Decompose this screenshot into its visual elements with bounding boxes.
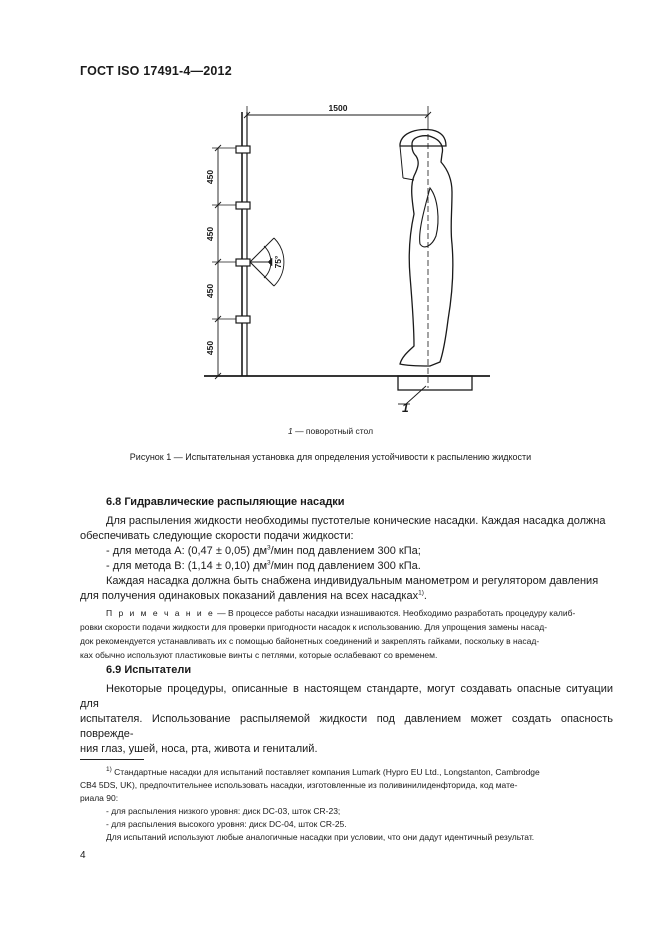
figure-key-number: 1 <box>402 401 409 415</box>
note-line-4: ках обычно используют пластиковые винты с петлями, которые ослабевают со временем. <box>80 650 438 660</box>
section-6-9-paragraph <box>80 682 613 757</box>
p2-line2: для получения одинаковых показаний давления на всех насадках$^{1)}$. <box>80 589 427 602</box>
p1-line2: обеспечивать следующие скорости подачи жидкости: <box>80 530 354 542</box>
footnote-item-high: - для распыления высокого уровня: диск DC-04, шток CR-25. <box>106 819 347 829</box>
document-header: ГОСТ ISO 17491-4—2012 <box>80 64 232 78</box>
footnote-mark: 1) <box>106 766 112 774</box>
figure-legend <box>0 426 661 436</box>
legend-number: 1 <box>287 426 293 436</box>
note-block <box>80 606 613 662</box>
bullet-method-b: - для метода В: (1,14 ± 0,10) $дм^3$/мин под давлением 300 кПа. <box>106 559 421 572</box>
legend-text: — поворотный стол <box>292 426 374 436</box>
s69-line2: испытателя. Использование распыляемой жидкости под давлением может создать опасность поврежде- <box>80 713 613 740</box>
test-setup-figure <box>0 0 661 420</box>
footnote-rule <box>80 759 144 760</box>
note-line-3: док рекомендуется устанавливать их с помощью байонетных соединений и закреплять гайками, поскольку в насад- <box>80 636 540 646</box>
bullet-method-a: - для метода А: (0,47 ± 0,05) $дм^3$/мин под давлением 300 кПа; <box>106 544 421 557</box>
note-text-1: — В процессе работы насадки изнашиваются. Необходимо разработать процедуру калиб- <box>214 608 576 618</box>
footnote: $^{1)}$ Стандартные насадки для испытаний поставляет компания Lumark (Hypro EU Ltd., Longstanton, Cambrodge CB4 5DS, UK), предпочтительнее использовать насадки, изготовленные из поливинилиденфторида, код мате- риала 90: <box>80 766 540 803</box>
dim-height-label-1: 450 <box>205 169 215 185</box>
note-label: П р и м е ч а н и е <box>106 608 215 618</box>
s69-line1: Некоторые процедуры, описанные в настоящем стандарте, могут создавать опасные ситуации для <box>80 683 613 710</box>
section-6-8-paragraph-2 <box>80 574 613 604</box>
dim-width-label: 1500 <box>328 103 348 113</box>
note-line-2: ровки скорости подачи жидкости для проверки пригодности насадок к использованию. Для упрощения замены насад- <box>80 622 548 632</box>
dim-height-label-4: 450 <box>205 340 215 356</box>
figure-caption: Рисунок 1 — Испытательная установка для определения устойчивости к распылению жидкости <box>129 452 532 462</box>
footnote-item-low: - для распыления низкого уровня: диск DC-03, шток CR-23; <box>106 806 341 816</box>
p1-line1: Для распыления жидкости необходимы пустотелые конические насадки. Каждая насадка должна <box>106 515 606 527</box>
p2-line1: Каждая насадка должна быть снабжена индивидуальным манометром и регулятором давления <box>106 575 599 587</box>
footnote-ref: 1) <box>418 589 424 597</box>
footnote-closing: Для испытаний используют любые аналогичные насадки при условии, что они дадут идентичный результат. <box>106 832 535 842</box>
s69-line3: ния глаз, ушей, носа, рта, живота и гениталий. <box>80 743 318 755</box>
dim-height-label-3: 450 <box>205 283 215 299</box>
section-6-9-title: 6.9 Испытатели <box>106 664 192 676</box>
section-6-8-title: 6.8 Гидравлические распыляющие насадки <box>106 496 345 508</box>
angle-label: 75° <box>273 255 283 269</box>
dim-height-label-2: 450 <box>205 226 215 242</box>
page-number: 4 <box>80 850 86 861</box>
section-6-8-paragraph-1 <box>80 514 613 544</box>
